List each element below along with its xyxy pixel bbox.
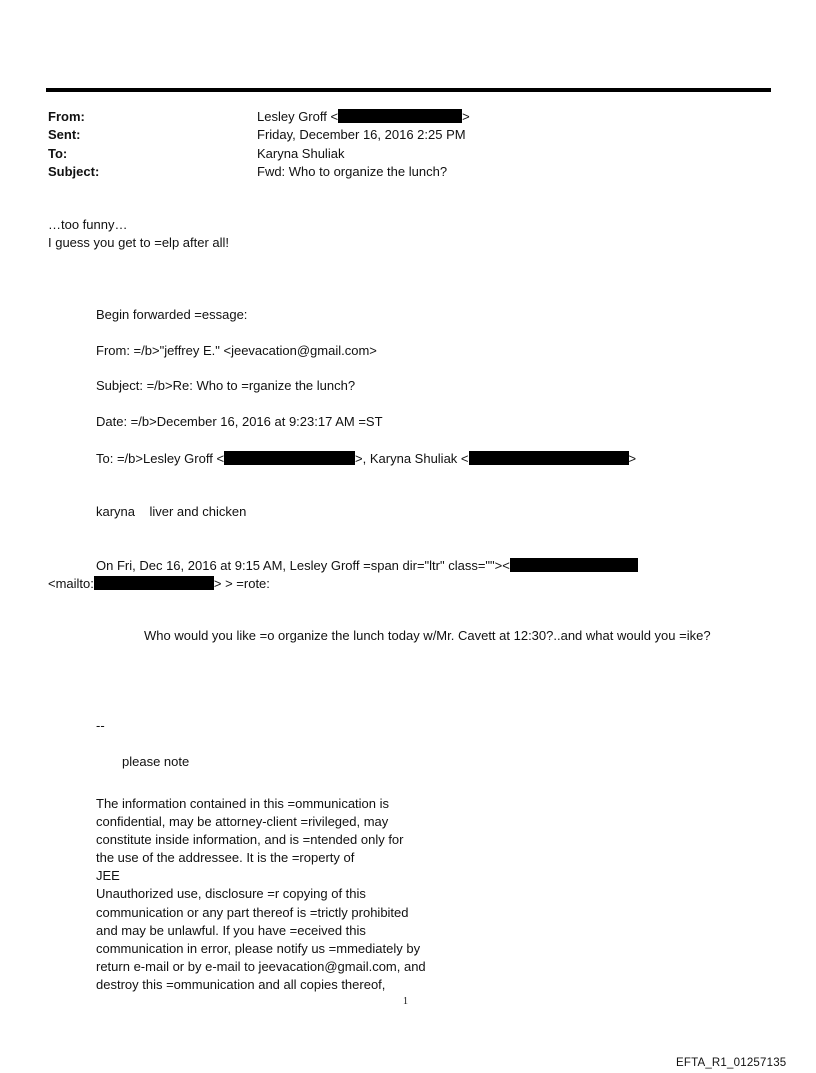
to-value: Karyna Shuliak <box>257 146 345 161</box>
notice-line: confidential, may be attorney-client =rivileged, may <box>96 814 389 830</box>
from-value <box>257 108 470 125</box>
on-line <box>96 557 638 574</box>
notice-line: and may be unlawful. If you have =eceived this <box>96 922 366 938</box>
forwarded-from: From: =/b>"jeffrey E." <jeevacation@gmail.com> <box>96 343 377 358</box>
notice-line: The information contained in this =ommunication is <box>96 796 390 811</box>
redaction-block <box>469 451 629 465</box>
notice-line: JEE <box>96 868 120 884</box>
forwarded-to-suffix: > <box>628 451 637 466</box>
subject-label: Subject: <box>48 164 100 179</box>
confidentiality-notice <box>96 795 456 994</box>
document-id: EFTA_R1_01257135 <box>676 1057 787 1069</box>
notice-line: constitute inside information, and is =ntended only for <box>96 832 404 848</box>
mailto-prefix: <mailto: <box>48 576 94 591</box>
redaction-block <box>510 558 638 572</box>
redaction-block <box>94 576 214 590</box>
intro-line-1: …too funny… <box>48 217 128 232</box>
reply-text: karyna liver and chicken <box>96 504 247 519</box>
from-label: From: <box>48 109 85 124</box>
sent-label: Sent: <box>48 127 81 142</box>
please-note: please note <box>122 754 190 769</box>
notice-line: destroy this =ommunication and all copies thereof, <box>96 976 386 992</box>
redaction-block <box>338 109 462 123</box>
sent-value: Friday, December 16, 2016 2:25 PM <box>257 127 466 142</box>
forwarded-to-middle: >, Karyna Shuliak < <box>355 451 469 466</box>
from-close: > <box>462 109 470 124</box>
mailto-suffix: > > =rote: <box>213 576 270 591</box>
notice-line: the use of the addressee. It is the =roperty of <box>96 850 355 866</box>
notice-line: Unauthorized use, disclosure =r copying of this <box>96 886 366 902</box>
redaction-block <box>224 451 355 465</box>
page-number: 1 <box>403 996 408 1007</box>
forwarded-begin: Begin forwarded =essage: <box>96 307 248 322</box>
intro-line-2: I guess you get to =elp after all! <box>48 235 230 250</box>
on-line-text: On Fri, Dec 16, 2016 at 9:15 AM, Lesley Groff =span dir="ltr" class="">< <box>96 558 510 573</box>
subject-value: Fwd: Who to organize the lunch? <box>257 164 448 179</box>
signature-dashes: -- <box>96 718 105 733</box>
notice-line: return e-mail or by e-mail to jeevacation@gmail.com, and <box>96 958 426 974</box>
header-rule <box>46 88 771 92</box>
to-label: To: <box>48 146 68 161</box>
notice-line: communication or any part thereof is =trictly prohibited <box>96 904 409 920</box>
quoted-message: Who would you like =o organize the lunch today w/Mr. Cavett at 12:30?..and what would you =ike? <box>144 628 711 643</box>
forwarded-date: Date: =/b>December 16, 2016 at 9:23:17 AM =ST <box>96 414 383 429</box>
forwarded-subject: Subject: =/b>Re: Who to =rganize the lunch? <box>96 378 356 393</box>
notice-line: communication in error, please notify us =mmediately by <box>96 940 421 956</box>
mailto-line <box>48 575 270 592</box>
from-name: Lesley Groff < <box>257 109 339 124</box>
forwarded-to-prefix: To: =/b>Lesley Groff < <box>96 451 225 466</box>
forwarded-to <box>96 450 636 467</box>
